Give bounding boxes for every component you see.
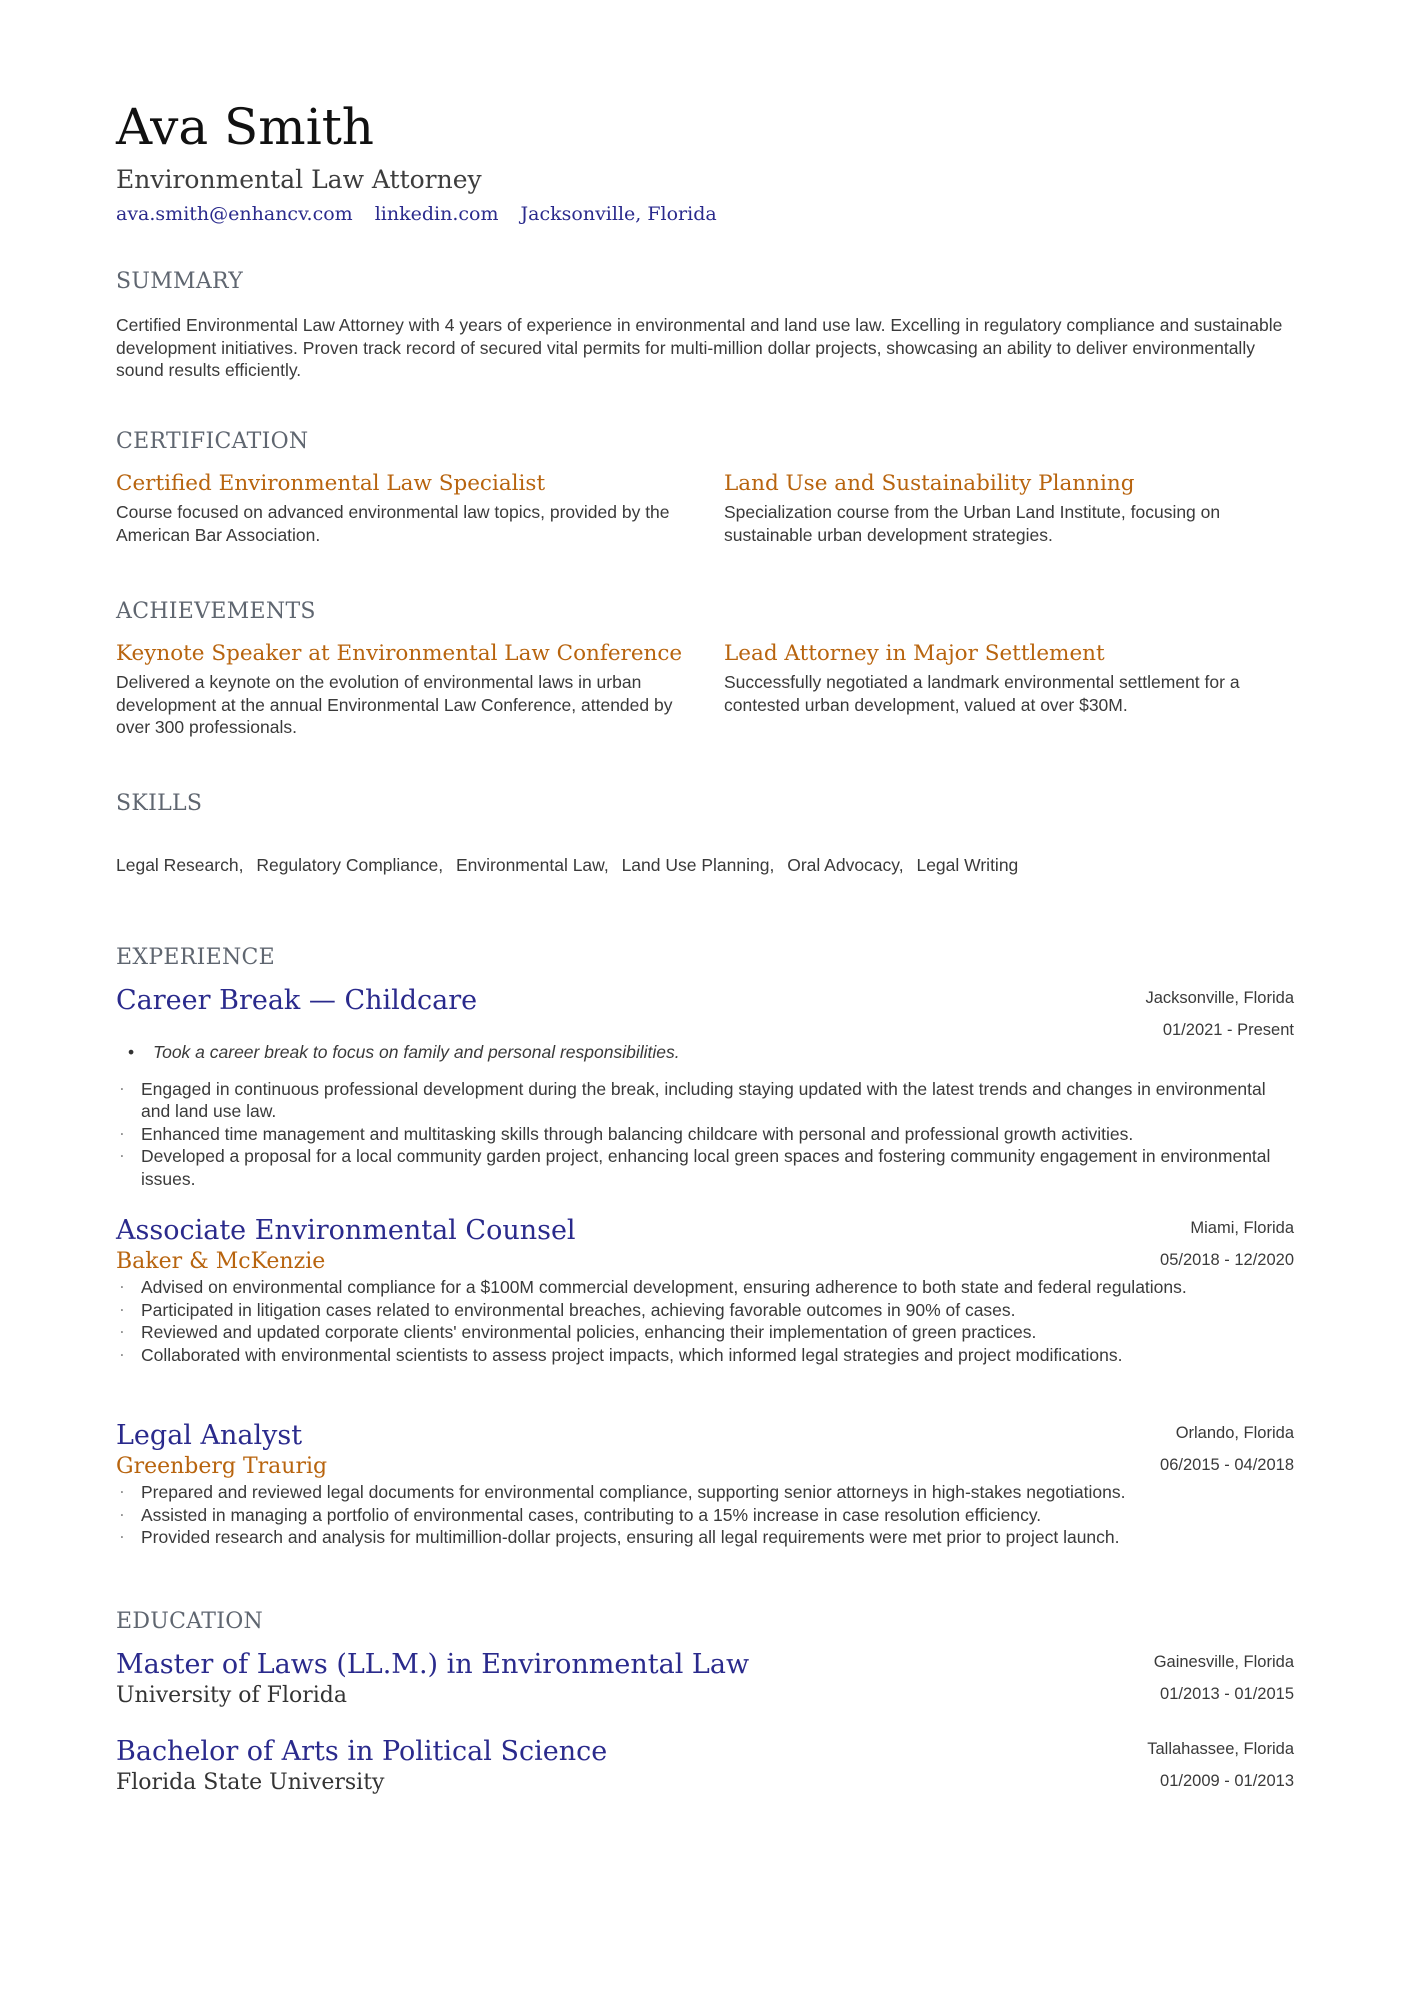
certification-item xyxy=(724,470,1294,546)
education-entry xyxy=(116,1648,1294,1710)
location-text: Jacksonville, Florida xyxy=(520,203,717,225)
certification-heading: CERTIFICATION xyxy=(116,429,309,454)
certification-desc: Course focused on advanced environmental law topics, provided by the American Bar Association. xyxy=(116,502,670,545)
degree-title: Master of Laws (LL.M.) in Environmental Law xyxy=(116,1649,750,1680)
skill-item: Land Use Planning, xyxy=(621,855,775,875)
experience-entry xyxy=(116,1214,1294,1366)
skill-item: Regulatory Compliance, xyxy=(256,855,444,875)
job-dates: 05/2018 - 12/2020 xyxy=(1160,1251,1294,1269)
job-bullet: · Engaged in continuous professional development during the break, including staying updated with the latest trends and changes in environmental and land use law. xyxy=(116,1078,1294,1123)
school-name: University of Florida xyxy=(116,1683,347,1708)
job-company: Greenberg Traurig xyxy=(116,1454,328,1479)
job-bullet: · Prepared and reviewed legal documents for environmental compliance, supporting senior attorneys in high-stakes negotiations. xyxy=(116,1481,1294,1504)
achievement-item xyxy=(116,640,686,739)
achievements-grid xyxy=(116,640,1294,739)
experience-heading: EXPERIENCE xyxy=(116,945,276,970)
skill-item: Environmental Law, xyxy=(455,855,609,875)
certification-title: Certified Environmental Law Specialist xyxy=(116,471,546,496)
experience-entry xyxy=(116,984,1294,1190)
education-entry xyxy=(116,1735,1294,1797)
job-bullet: · Participated in litigation cases related to environmental breaches, achieving favorable outcomes in 90% of cases. xyxy=(116,1299,1294,1322)
job-bullet: · Enhanced time management and multitasking skills through balancing childcare with personal and professional growth activities. xyxy=(116,1123,1294,1146)
job-bullet: · Provided research and analysis for multimillion-dollar projects, ensuring all legal requirements were met prior to project launch. xyxy=(116,1526,1294,1549)
email-link[interactable]: ava.smith@enhancv.com xyxy=(116,203,353,225)
achievement-title: Lead Attorney in Major Settlement xyxy=(724,641,1105,666)
achievements-heading: ACHIEVEMENTS xyxy=(116,599,316,624)
achievement-desc: Delivered a keynote on the evolution of environmental laws in urban development at the annual Environmental Law Conference, attended by over 300 professionals. xyxy=(116,672,673,737)
job-bullet: · Assisted in managing a portfolio of environmental cases, contributing to a 15% increase in case resolution efficiency. xyxy=(116,1504,1294,1527)
linkedin-link[interactable]: linkedin.com xyxy=(374,203,499,225)
job-dates: 01/2021 - Present xyxy=(1162,1021,1294,1039)
job-location: Jacksonville, Florida xyxy=(1145,989,1294,1007)
job-bullet: · Advised on environmental compliance for a $100M commercial development, ensuring adherence to both state and federal regulations. xyxy=(116,1276,1294,1299)
experience-entry xyxy=(116,1419,1294,1549)
job-bullet: · Developed a proposal for a local community garden project, enhancing local green spaces and fostering community engagement in environmental issues. xyxy=(116,1145,1294,1190)
contact-line xyxy=(116,202,1294,226)
school-location: Tallahassee, Florida xyxy=(1147,1740,1294,1758)
achievement-desc: Successfully negotiated a landmark environmental settlement for a contested urban development, valued at over $30M. xyxy=(724,672,1240,715)
education-heading: EDUCATION xyxy=(116,1609,264,1634)
certification-item xyxy=(116,470,686,546)
achievement-title: Keynote Speaker at Environmental Law Conference xyxy=(116,641,683,666)
skill-item: Legal Research, xyxy=(116,855,244,875)
job-title: Career Break — Childcare xyxy=(116,985,478,1016)
summary-text: Certified Environmental Law Attorney with 4 years of experience in environmental and land use law. Excelling in regulatory compliance and sustainable development initiatives. Proven track record of secured vital permits for multi-million dollar projects, showcasing an ability to deliver environmentally sound results efficiently. xyxy=(116,315,1283,380)
certification-desc: Specialization course from the Urban Land Institute, focusing on sustainable urban development strategies. xyxy=(724,502,1221,545)
skill-item: Oral Advocacy, xyxy=(787,855,904,875)
job-location: Miami, Florida xyxy=(1190,1219,1294,1237)
education-dates: 01/2009 - 01/2013 xyxy=(1160,1772,1294,1790)
education-dates: 01/2013 - 01/2015 xyxy=(1160,1685,1294,1703)
job-location: Orlando, Florida xyxy=(1175,1424,1294,1442)
skills-list xyxy=(116,854,1294,876)
candidate-name: Ava Smith xyxy=(116,98,374,156)
job-bullet: · Reviewed and updated corporate clients' environmental policies, enhancing their implementation of green practices. xyxy=(116,1321,1294,1344)
skills-heading: SKILLS xyxy=(116,791,203,816)
job-company: Baker & McKenzie xyxy=(116,1249,326,1274)
job-bullet: · Collaborated with environmental scientists to assess project impacts, which informed legal strategies and project modifications. xyxy=(116,1344,1294,1367)
certification-title: Land Use and Sustainability Planning xyxy=(724,471,1135,496)
degree-title: Bachelor of Arts in Political Science xyxy=(116,1736,608,1767)
school-location: Gainesville, Florida xyxy=(1153,1653,1294,1671)
job-dates: 06/2015 - 04/2018 xyxy=(1160,1456,1294,1474)
skill-item: Legal Writing xyxy=(916,855,1019,875)
certification-grid xyxy=(116,470,1294,546)
job-title: Associate Environmental Counsel xyxy=(116,1215,576,1246)
candidate-title: Environmental Law Attorney xyxy=(116,165,482,194)
summary-section xyxy=(116,268,1294,382)
summary-heading: SUMMARY xyxy=(116,269,244,294)
school-name: Florida State University xyxy=(116,1770,385,1795)
achievement-item xyxy=(724,640,1294,739)
job-title: Legal Analyst xyxy=(116,1420,303,1451)
career-break-note: • Took a career break to focus on family and personal responsibilities. xyxy=(116,1041,1294,1064)
